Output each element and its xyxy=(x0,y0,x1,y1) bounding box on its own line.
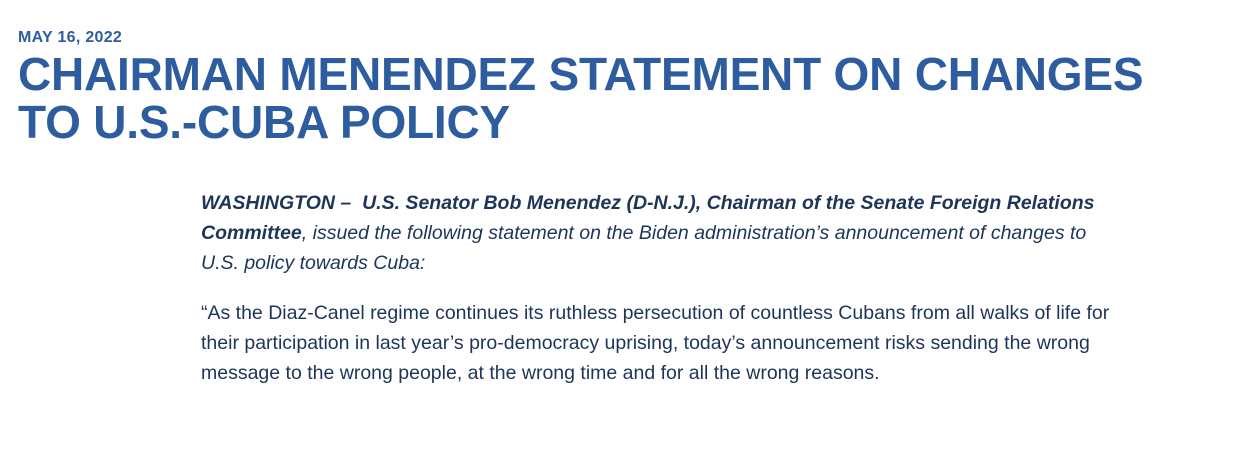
article-title-line-2: TO U.S.-CUBA POLICY xyxy=(18,96,511,148)
byline: U.S. Senator Bob Menendez (D-N.J.), Chairman of the Senate Foreign Relations Committee xyxy=(201,192,1095,244)
lead-paragraph xyxy=(201,188,1121,278)
dateline: WASHINGTON – xyxy=(201,192,352,214)
article-date: MAY 16, 2022 xyxy=(18,29,123,46)
quote-paragraph: “As the Diaz-Canel regime continues its ruthless persecution of countless Cubans from all walks of life for their participation in last year’s pro-democracy uprising, today’s announcement risks sending the wrong message to the wrong people, at the wrong time and for all the wrong reasons. xyxy=(201,302,1110,384)
article-title xyxy=(18,50,1238,146)
article-title-line-1: CHAIRMAN MENENDEZ STATEMENT ON CHANGES xyxy=(18,48,1144,100)
lead-text: , issued the following statement on the Biden administration’s announcement of changes to U.S. policy towards Cuba: xyxy=(201,222,1087,274)
article-body xyxy=(201,188,1121,388)
